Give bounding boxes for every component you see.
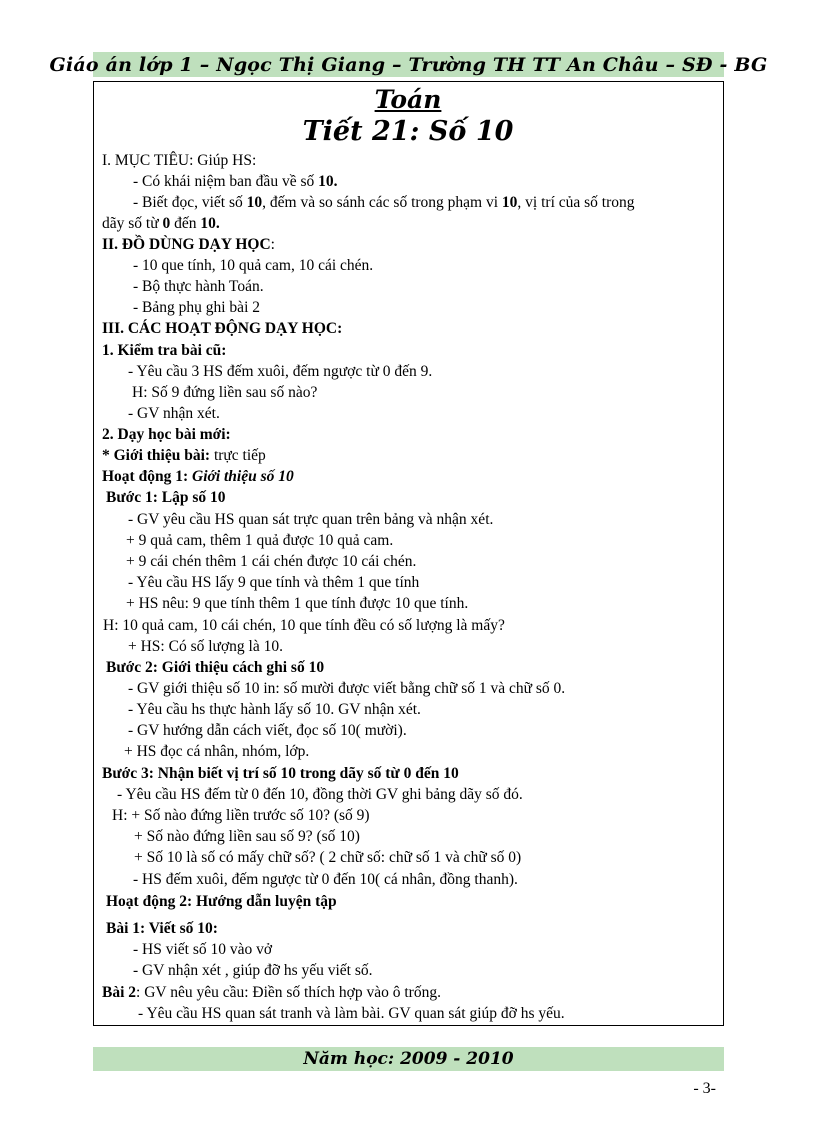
text-line: - GV yêu cầu HS quan sát trực quan trên bảng và nhận xét. xyxy=(128,511,494,528)
subject-title: Toán xyxy=(374,85,442,114)
text-line: H: + Số nào đứng liền trước số 10? (số 9) xyxy=(112,807,370,824)
section-materials: II. ĐỒ DÙNG DẠY HỌC: xyxy=(102,236,275,253)
text-line: - HS đếm xuôi, đếm ngược từ 0 đến 10( cá nhân, đồng thanh). xyxy=(133,871,518,888)
activity-heading: Hoạt động 1: Giới thiệu số 10 xyxy=(102,468,294,485)
subsection-heading: 1. Kiểm tra bài cũ: xyxy=(102,342,227,359)
subsection-heading: 2. Dạy học bài mới: xyxy=(102,426,231,443)
text-line: + Số 10 là số có mấy chữ số? ( 2 chữ số: chữ số 1 và chữ số 0) xyxy=(134,849,522,866)
text-line: - Bộ thực hành Toán. xyxy=(133,278,264,295)
exercise-heading: Bài 2: GV nêu yêu cầu: Điền số thích hợp vào ô trống. xyxy=(102,984,441,1001)
section-objectives: I. MỤC TIÊU: Giúp HS: xyxy=(102,152,257,169)
text-line: - Bảng phụ ghi bài 2 xyxy=(133,299,260,316)
step-heading: Bước 1: Lập số 10 xyxy=(106,489,226,506)
text-line: - HS viết số 10 vào vở xyxy=(133,941,273,958)
text-line: - Yêu cầu 3 HS đếm xuôi, đếm ngược từ 0 đến 9. xyxy=(128,363,433,380)
text-line: + 9 cái chén thêm 1 cái chén được 10 cái chén. xyxy=(126,553,417,570)
step-heading: Bước 2: Giới thiệu cách ghi số 10 xyxy=(106,659,325,676)
exercise-heading: Bài 1: Viết số 10: xyxy=(106,920,218,937)
text-line: H: Số 9 đứng liền sau số nào? xyxy=(132,384,318,401)
step-heading: Bước 3: Nhận biết vị trí số 10 trong dãy số từ 0 đến 10 xyxy=(102,765,459,782)
text-line: - Biết đọc, viết số 10, đếm và so sánh các số trong phạm vi 10, vị trí của số trong xyxy=(133,194,635,211)
text-line: + HS nêu: 9 que tính thêm 1 que tính được 10 que tính. xyxy=(126,595,469,612)
text-line: - GV hướng dẫn cách viết, đọc số 10( mười). xyxy=(128,722,407,739)
text-line: + Số nào đứng liền sau số 9? (số 10) xyxy=(134,828,360,845)
activity-heading: Hoạt động 2: Hướng dẫn luyện tập xyxy=(106,893,337,910)
text-line: - Yêu cầu HS quan sát tranh và làm bài. GV quan sát giúp đỡ hs yếu. xyxy=(138,1005,565,1022)
text-line: - GV nhận xét , giúp đỡ hs yếu viết số. xyxy=(133,962,373,979)
text-line: - Có khái niệm ban đầu về số 10. xyxy=(133,173,338,190)
text-line: H: 10 quả cam, 10 cái chén, 10 que tính đều có số lượng là mấy? xyxy=(103,617,505,634)
text-line: - GV nhận xét. xyxy=(128,405,220,422)
text-line: - Yêu cầu HS lấy 9 que tính và thêm 1 que tính xyxy=(128,574,420,591)
lesson-title: Tiết 21: Số 10 xyxy=(302,116,514,147)
text-line: - Yêu cầu HS đếm từ 0 đến 10, đồng thời GV ghi bảng dãy số đó. xyxy=(117,786,523,803)
text-line: dãy số từ 0 đến 10. xyxy=(102,215,220,232)
text-line: + HS: Có số lượng là 10. xyxy=(128,638,283,655)
page-number: - 3- xyxy=(693,1080,716,1097)
text-line: * Giới thiệu bài: trực tiếp xyxy=(102,447,266,464)
text-line: - 10 que tính, 10 quả cam, 10 cái chén. xyxy=(133,257,374,274)
page-footer: Năm học: 2009 - 2010 xyxy=(93,1047,724,1071)
text-line: + HS đọc cá nhân, nhóm, lớp. xyxy=(124,743,310,760)
text-line: - GV giới thiệu số 10 in: số mười được viết bằng chữ số 1 và chữ số 0. xyxy=(128,680,566,697)
page-header: Giáo án lớp 1 – Ngọc Thị Giang – Trường TH TT An Châu – SĐ - BG xyxy=(49,53,768,76)
text-line: + 9 quả cam, thêm 1 quả được 10 quả cam. xyxy=(126,532,394,549)
section-activities: III. CÁC HOẠT ĐỘNG DẠY HỌC: xyxy=(102,320,343,337)
text-line: - Yêu cầu hs thực hành lấy số 10. GV nhận xét. xyxy=(128,701,421,718)
